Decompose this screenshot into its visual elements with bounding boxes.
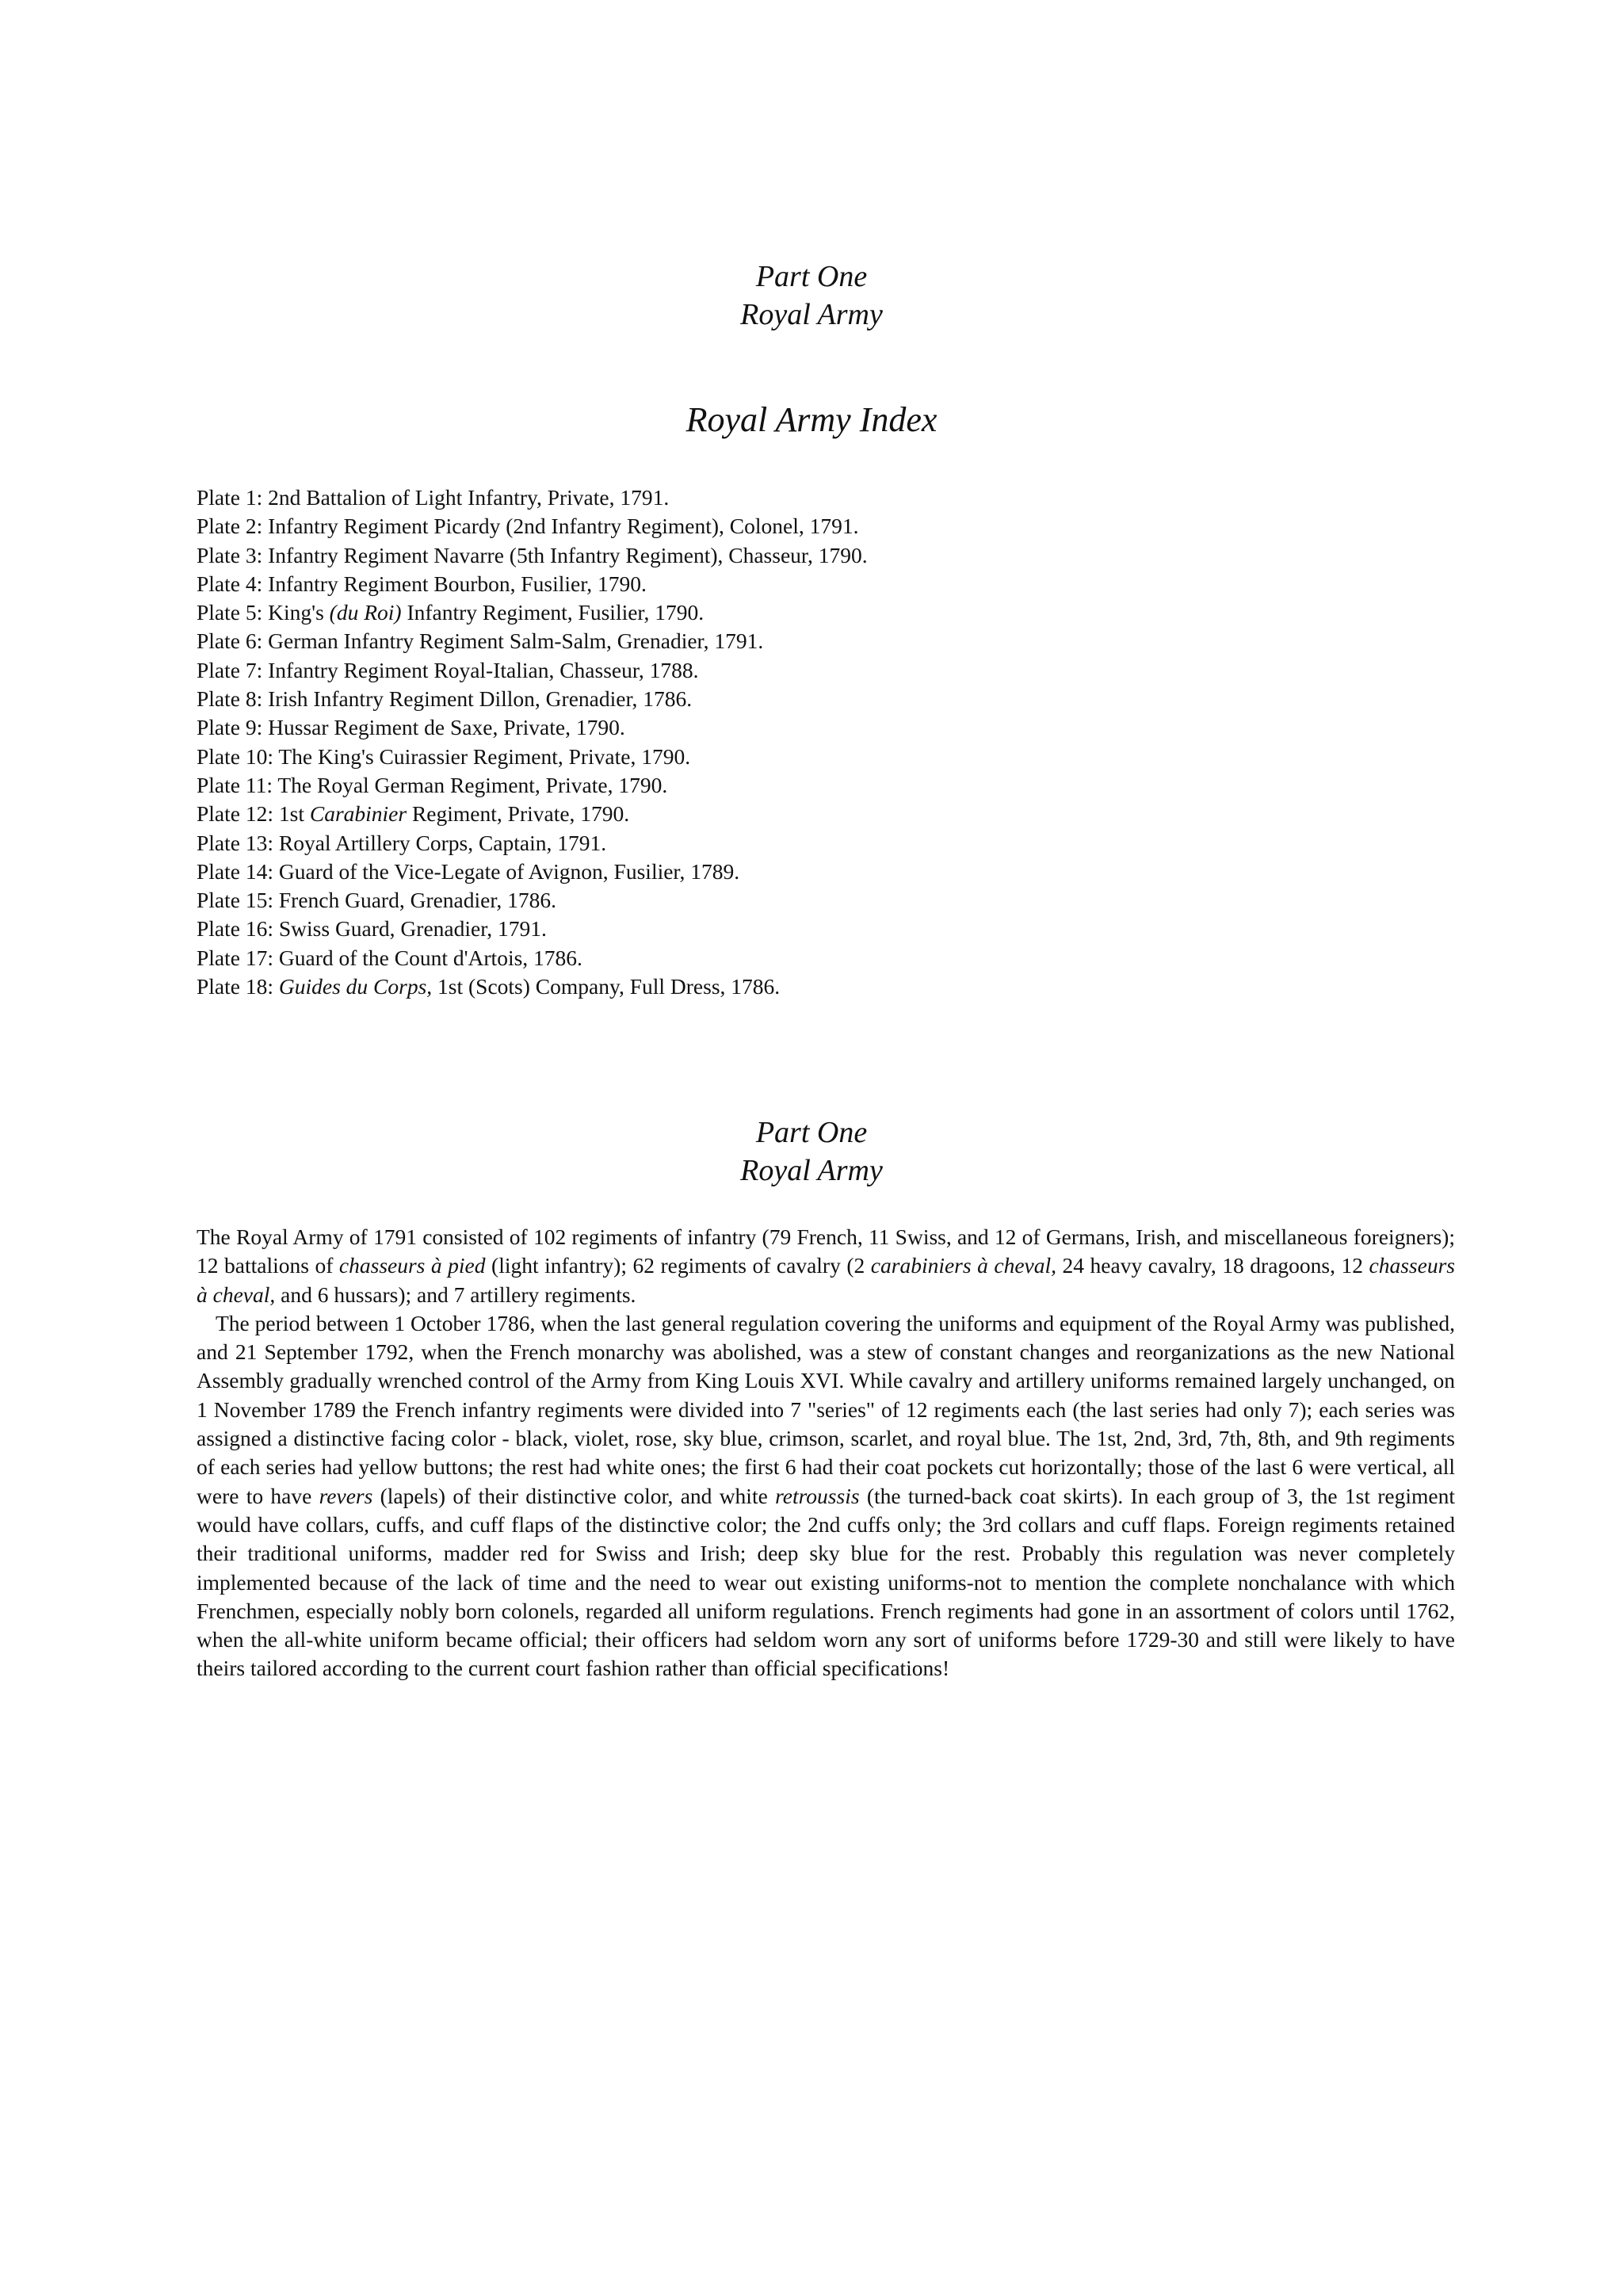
plate-text: Plate 16: Swiss Guard, Grenadier, 1791.: [197, 916, 547, 942]
italic-term: chasseurs à pied: [338, 1253, 486, 1278]
plate-text: Plate 5: King's: [197, 600, 330, 625]
paragraph-run: The period between 1 October 1786, when the last general regulation covering the uniforms and equipment of the Royal Army was published, and 21 September 1792, when the French monarchy was abolished, was a stew of constant changes and reorganizations as the new National Assembly gradually wrenched control of the Army from King Louis XVI. While cavalry and artillery uniforms remained largely unchanged, on 1 November 1789 the French infantry regiments were divided into 7 "series" of 12 regiments each (the last series had only 7); each series was assigned a distinctive facing color - black, violet, rose, sky blue, crimson, scarlet, and royal blue. The 1st, 2nd, 3rd, 7th, 8th, and 9th regiments of each series had yellow buttons; the rest had white ones; the first 6 had their coat pockets cut horizontally; those of the last 6 were vertical, all were to have: [197, 1310, 1455, 1508]
plate-text: Plate 17: Guard of the Count d'Artois, 1786.: [197, 945, 582, 970]
plate-list-item: [197, 944, 1465, 972]
plate-list-item: [197, 858, 1465, 886]
plate-text-suffix: Infantry Regiment, Fusilier, 1790.: [401, 600, 705, 625]
index-title: Royal Army Index: [685, 400, 938, 439]
plate-text: Plate 10: The King's Cuirassier Regiment, Private, 1790.: [197, 743, 691, 769]
paragraph-run: and 6 hussars); and 7 artillery regiments.: [275, 1282, 636, 1307]
plate-list-item: [197, 512, 1465, 541]
plate-list-item: [197, 829, 1465, 858]
plate-index-list: [197, 483, 1465, 1001]
plate-text-suffix: Regiment, Private, 1790.: [407, 801, 630, 827]
italic-term: retroussis: [775, 1483, 860, 1508]
paragraph-run: (light infantry); 62 regiments of cavalry (2: [485, 1253, 871, 1278]
plate-text: Plate 2: Infantry Regiment Picardy (2nd Infantry Regiment), Colonel, 1791.: [197, 514, 859, 539]
italic-term: chasseurs à cheval,: [197, 1253, 1455, 1307]
plate-text: Plate 4: Infantry Regiment Bourbon, Fusilier, 1790.: [197, 571, 647, 596]
plate-text: Plate 11: The Royal German Regiment, Private, 1790.: [197, 772, 668, 797]
plate-text: Plate 18:: [197, 974, 279, 999]
plate-text: Plate 1: 2nd Battalion of Light Infantry, Private, 1791.: [197, 485, 670, 510]
plate-text-suffix: 1st (Scots) Company, Full Dress, 1786.: [432, 974, 781, 999]
plate-text: Plate 12: 1st: [197, 801, 310, 827]
body-text: [197, 1223, 1455, 1683]
plate-list-item: [197, 685, 1465, 713]
plate-list-item: [197, 713, 1465, 742]
plate-text: Plate 15: French Guard, Grenadier, 1786.: [197, 888, 557, 913]
plate-text: Plate 14: Guard of the Vice-Legate of Avignon, Fusilier, 1789.: [197, 858, 740, 884]
plate-list-item: [197, 886, 1465, 915]
part-title: Part One: [755, 260, 868, 293]
plate-text: Plate 9: Hussar Regiment de Saxe, Private, 1790.: [197, 715, 625, 740]
plate-text: Plate 13: Royal Artillery Corps, Captain, 1791.: [197, 830, 607, 855]
plate-list-item: [197, 570, 1465, 598]
plate-list-item: [197, 771, 1465, 800]
plate-list-item: [197, 800, 1465, 828]
plate-italic-text: Carabinier: [309, 801, 407, 827]
body-paragraph-1: [197, 1223, 1455, 1309]
plate-list-item: [197, 541, 1465, 570]
plate-list-item: [197, 743, 1465, 771]
part-heading-top: [0, 258, 1623, 334]
plate-list-item: [197, 656, 1465, 685]
body-paragraph-2: [197, 1309, 1455, 1683]
plate-text: Plate 6: German Infantry Regiment Salm-Salm, Grenadier, 1791.: [197, 628, 764, 654]
plate-list-item: [197, 915, 1465, 943]
plate-text: Plate 3: Infantry Regiment Navarre (5th Infantry Regiment), Chasseur, 1790.: [197, 542, 868, 567]
paragraph-run: The Royal Army of 1791 consisted of 102 regiments of infantry (79 French, 11 Swiss, and 12 of Germans, Irish, and miscellaneous foreigners); 12 battalions of: [197, 1224, 1455, 1278]
part-heading-second: [0, 1114, 1623, 1190]
plate-list-item: [197, 972, 1465, 1001]
plate-italic-text: Guides du Corps,: [278, 974, 433, 999]
plate-list-item: [197, 598, 1465, 627]
plate-list-item: [197, 627, 1465, 655]
part-subtitle: Royal Army: [740, 298, 883, 331]
plate-list-item: [197, 483, 1465, 512]
paragraph-run: (lapels) of their distinctive color, and white: [372, 1483, 776, 1508]
plate-italic-text: (du Roi): [329, 600, 402, 625]
part-title-second: Part One: [755, 1116, 868, 1149]
italic-term: carabiniers à cheval,: [870, 1253, 1057, 1278]
part-subtitle-second: Royal Army: [740, 1154, 883, 1187]
plate-text: Plate 8: Irish Infantry Regiment Dillon, Grenadier, 1786.: [197, 686, 693, 712]
italic-term: revers: [319, 1483, 373, 1508]
plate-text: Plate 7: Infantry Regiment Royal-Italian, Chasseur, 1788.: [197, 657, 699, 682]
paragraph-run: (the turned-back coat skirts). In each group of 3, the 1st regiment would have collars, cuffs, and cuff flaps of the distinctive color; the 2nd cuffs only; the 3rd collars and cuff flaps. Foreign regiments retained their traditional uniforms, madder red for Swiss and Irish; deep sky blue for the rest. Probably this regulation was never completely implemented because of the lack of time and the need to wear out existing uniforms-not to mention the complete nonchalance with which Frenchmen, especially nobly born colonels, regarded all uniform regulations. French regiments had gone in an assortment of colors until 1762, when the all-white uniform became official; their officers had seldom worn any sort of uniforms before 1729-30 and still were likely to have theirs tailored according to the current court fashion rather than official specifications!: [197, 1483, 1455, 1681]
paragraph-run: 24 heavy cavalry, 18 dragoons, 12: [1056, 1253, 1369, 1278]
